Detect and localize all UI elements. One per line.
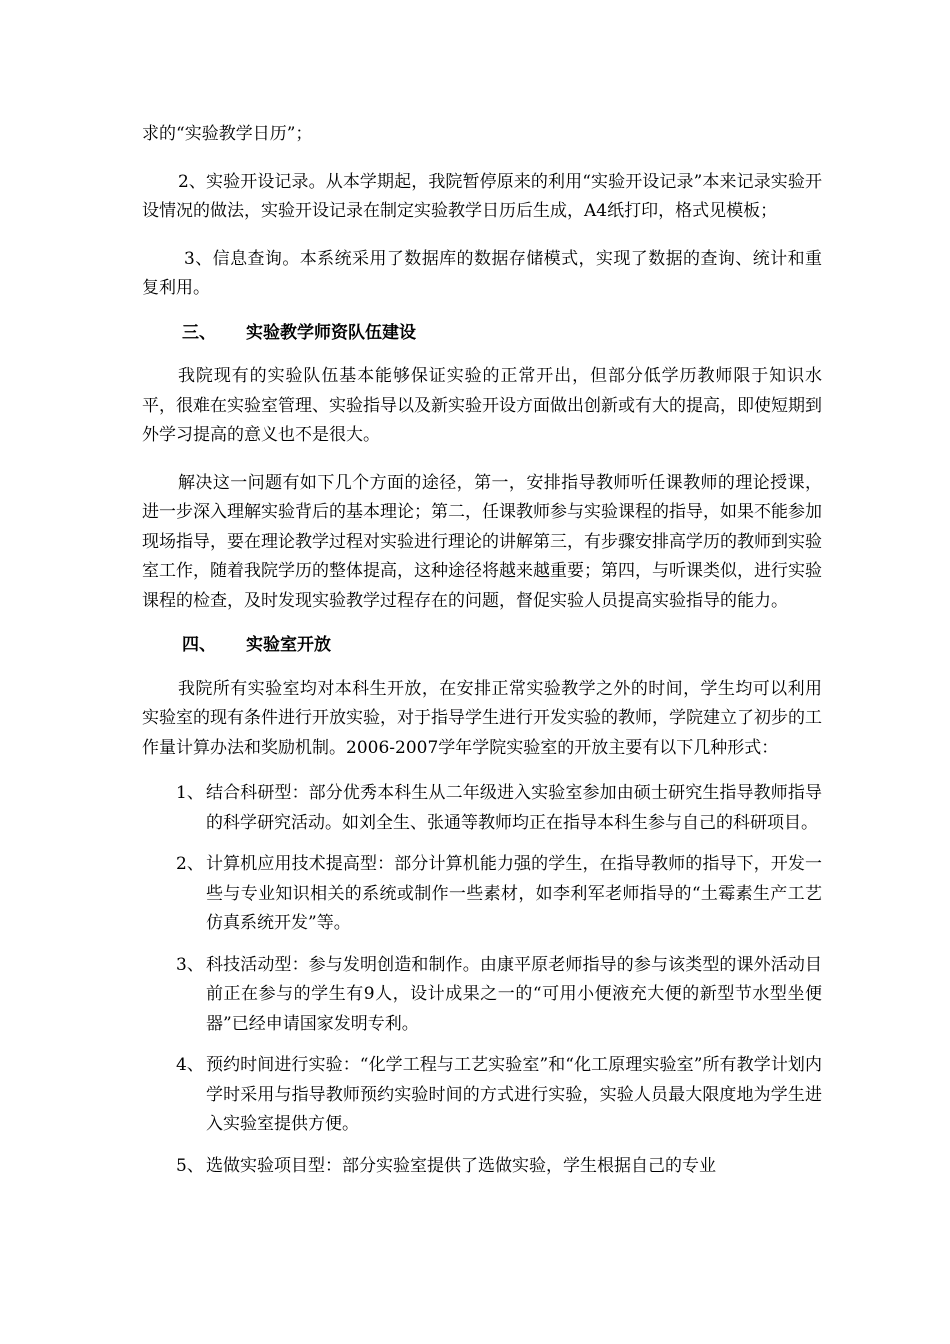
document-page [142, 120, 822, 1193]
section-title: 实验教学师资队伍建设 [246, 322, 416, 343]
list-item-text: 计算机应用技术提高型：部分计算机能力强的学生，在指导教师的指导下，开发一些与专业知识相关的系统或制作一些素材，如李利军老师指导的“土霉素生产工艺仿真系统开发”等。 [206, 854, 822, 933]
paragraph-lab-open-intro: 我院所有实验室均对本科生开放，在安排正常实验教学之外的时间，学生均可以利用实验室的现有条件进行开放实验，对于指导学生进行开发实验的教师，学院建立了初步的工作量计算办法和奖励机制。2006-2007学年学院实验室的开放主要有以下几种形式： [142, 678, 822, 758]
list-marker: 5、 [176, 1155, 204, 1176]
list-item-text: 预约时间进行实验：“化学工程与工艺实验室”和“化工原理实验室”所有教学计划内学时采用与指导教师预约实验时间的方式进行实验，实验人员最大限度地为学生进入实验室提供方便。 [206, 1055, 822, 1134]
list-item-text: 结合科研型：部分优秀本科生从二年级进入实验室参加由硕士研究生指导教师指导的科学研究活动。如刘全生、张通等教师均正在指导本科生参与自己的科研项目。 [206, 783, 822, 833]
section-number: 四、 [182, 635, 216, 655]
lab-open-forms-list [142, 779, 822, 1181]
list-marker: 4、 [176, 1055, 204, 1075]
section-number: 三、 [182, 322, 216, 343]
section-title: 实验室开放 [246, 635, 331, 655]
list-marker: 1、 [176, 783, 204, 803]
list-marker: 2、 [176, 854, 204, 874]
paragraph-info-query: 3、信息查询。本系统采用了数据库的数据存储模式，实现了数据的查询、统计和重复利用。 [142, 248, 822, 298]
list-item [142, 1051, 822, 1140]
list-item-text: 科技活动型：参与发明创造和制作。由康平原老师指导的参与该类型的课外活动目前正在参与的学生有9人，设计成果之一的“可用小便液充大便的新型节水型坐便器”已经申请国家发明专利。 [206, 954, 822, 1034]
paragraph-calendar-tail: 求的“实验教学日历”； [142, 124, 313, 144]
paragraph-faculty-solutions: 解决这一问题有如下几个方面的途径，第一，安排指导教师听任课教师的理论授课，进一步深入理解实验背后的基本理论；第二，任课教师参与实验课程的指导，如果不能参加现场指导，要在理论教学过程对实验进行理论的讲解第三，有步骤安排高学历的教师到实验室工作，随着我院学历的整体提高，这种途径将越来越重要；第四，与听课类似，进行实验课程的检查，及时发现实验教学过程存在的问题，督促实验人员提高实验指导的能力。 [142, 472, 822, 611]
paragraph-faculty-status: 我院现有的实验队伍基本能够保证实验的正常开出，但部分低学历教师限于知识水平，很难在实验室管理、实验指导以及新实验开设方面做出创新或有大的提高，即使短期到外学习提高的意义也不是很大。 [142, 366, 822, 445]
list-marker: 3、 [176, 954, 204, 975]
list-item [142, 1152, 822, 1182]
section-heading-faculty [142, 319, 822, 349]
list-item [142, 951, 822, 1040]
list-item-text: 选做实验项目型：部分实验室提供了选做实验，学生根据自己的专业 [206, 1155, 716, 1176]
section-heading-lab-open [142, 631, 822, 661]
list-item [142, 779, 822, 838]
paragraph-experiment-record: 2、实验开设记录。从本学期起，我院暂停原来的利用“实验开设记录”本来记录实验开设情况的做法，实验开设记录在制定实验教学日历后生成，A4纸打印，格式见模板； [142, 171, 822, 221]
list-item [142, 850, 822, 939]
